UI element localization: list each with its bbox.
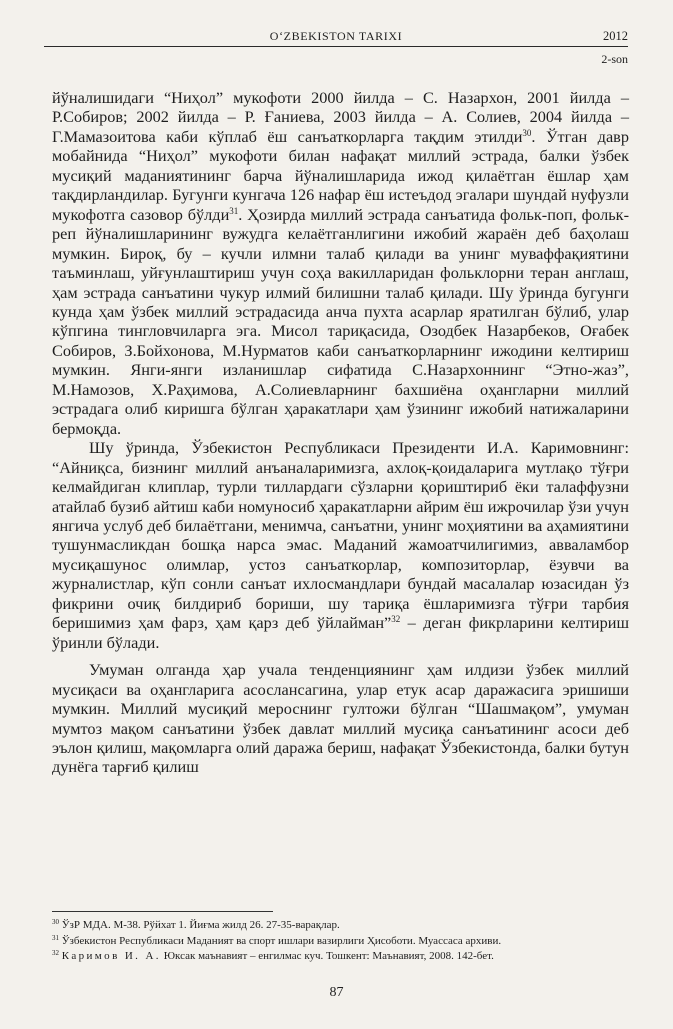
paragraph-text: Шу ўринда, Ўзбекистон Республикаси Президенти И.А. Каримовнинг: “Айниқса, бизнинг миллий анъаналаримизга, ахлоқ-қоидаларига мутлақо тўғри келмайдиган клиплар, турли тиллардаги сўзларни қориштириб ёки талаффузни атайлаб бузиб айтиш каби номуносиб ҳаракатларни айрим ёш ижрочилар ўзи учун янгича услуб деб билаётгани, менимча, санъатни, унинг моҳиятини ва аҳамиятини тушунмасликдан бошқа нарса эмас. Маданий жамоатчилигимиз, авваламбор мусиқашунос олимлар, устоз санъаткорлар, композиторлар, ёзувчи ва журналистлар, кўп сонли санъат ихлосмандлари бундай масалалар юзасидан ўз фикрини очиқ билдириб бориши, шу тариқа ёшларимизга тўғри тарбия беришимиз ҳам фарз, ҳам қарз деб ўйлайман” <box>52 438 629 633</box>
footnote-text: Ўзбекистон Республикаси Маданият ва спорт ишлари вазирлиги Ҳисоботи. Муассаса архиви. <box>61 934 502 947</box>
footnote-ref: 31 <box>229 205 239 216</box>
header-rule <box>44 46 628 47</box>
body-paragraph <box>52 660 629 777</box>
issue-number: 2-son <box>601 52 628 66</box>
body-paragraph <box>52 88 629 438</box>
footnote-text: ЎзР МДА. М-38. Рўйхат 1. Йиғма жилд 26. 27-35-варақлар. <box>61 919 340 931</box>
footnote-text: Юксак маънавият – енгилмас куч. Тошкент: Маънавият, 2008. 142-бет. <box>163 950 494 962</box>
running-header <box>44 26 628 46</box>
footnote-number: 30 <box>52 918 59 926</box>
paragraph-text: . Ўтган давр мобайнида “Ниҳол” мукофоти билан нафақат миллий эстрада, балки ўзбек мусиқий маданиятининг барча йўналишларида ижод қилаётган ёшлар ҳам тақдирландилар. Бугунги кунгача 126 нафар ёш истеъдод эгалари шундай нуфузли мукофотга сазовор бўлди <box>52 126 630 224</box>
footnote-number: 31 <box>52 933 59 942</box>
footnote-ref: 30 <box>522 127 532 138</box>
issue-year: 2012 <box>603 29 628 43</box>
paragraph-text: йўналишидаги “Ниҳол” мукофоти 2000 йилда – С. Назархон, 2001 йилда – Р.Собиров; 2002 йилда – Р. Ғаниева, 2003 йилда – А. Солиев, 2004 йилда – Г.Мамазоитова каби кўплаб ёш санъаткорларга тақдим этилди <box>52 88 629 146</box>
footnote <box>52 934 629 950</box>
paragraph-text: . Ҳозирда миллий эстрада санъатида фольк-поп, фольк-реп йўналишларининг вужудга келаётганлигини ижобий жараён деб баҳолаш мумкин. Бироқ, бу – кучли илмни талаб қилади ва унинг муваффақиятини таъминлаш, уйғунлаштириш учун соҳа вакилларидан фольклорни теран англаш, ҳам эстрада санъатини чукур илмий билишни талаб қилади. Шу ўринда бугунги кунда ҳам ўзбек миллий эстрадасида анча пухта асарлар яратилган бўлиб, улар кўпгина тингловчиларга эга. Мисол тариқасида, Озодбек Назарбеков, Оғабек Собиров, З.Бойхонова, М.Нурматов каби санъаткорларнинг ижодини келтириш мумкин. Янги-янги изланишлар сифатида С.Назархоннинг “Этно-жаз”, М.Намозов, Х.Раҳимова, А.Солиевларнинг бахшиёна оҳангларни миллий эстрадага олиб киришга бўлган ҳаракатлари ҳам ўзининг ижобий натижаларини бермоқда. <box>52 204 629 438</box>
paragraph-text: – деган фикрларини келтириш ўринли бўлади. <box>52 613 629 652</box>
footnote-rule <box>52 911 273 912</box>
body-paragraph <box>52 438 629 652</box>
footnote-number: 32 <box>52 949 59 957</box>
footnote <box>52 949 629 965</box>
journal-title: O‘ZBEKISTON TARIXI <box>269 29 403 43</box>
page-number: 87 <box>329 985 344 1000</box>
footnotes <box>52 918 629 965</box>
footnote <box>52 918 629 934</box>
article-body <box>52 88 629 777</box>
footnote-author: Каримов И. А. <box>61 950 161 962</box>
paragraph-text: Умуман олганда ҳар учала тенденциянинг ҳам илдизи ўзбек миллий мусиқаси ва оҳангларига асослансагина, улар етук асар даражасига эришиши мумкин. Миллий мусиқий мероснинг гултожи бўлган “Шашмақом”, умуман мумтоз мақом санъатини ўзбек давлат миллий мусиқа санъатининг асоси деб эълон қилиш, мақомларга олий даража бериш, нафақат Ўзбекистонда, балки бутун дунёга тарғиб қилиш <box>52 660 629 777</box>
footnote-ref: 32 <box>391 614 401 625</box>
